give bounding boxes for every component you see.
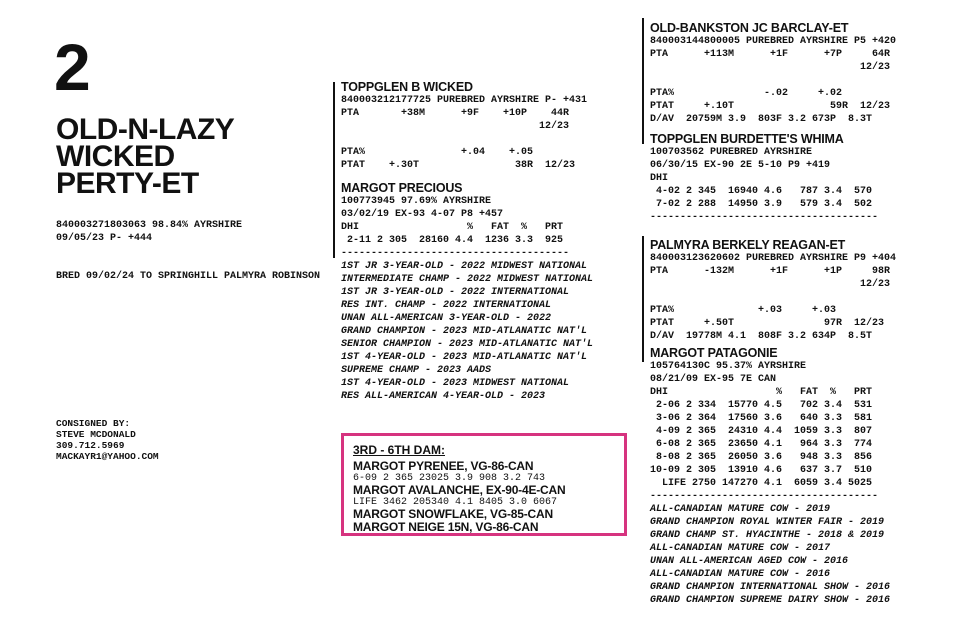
sire-block — [341, 80, 587, 172]
dam-award: 1ST JR 3-YEAR-OLD - 2022 INTERNATIONAL — [341, 287, 570, 298]
pedigree-line: DHI % FAT % PRT — [650, 387, 873, 398]
pedigree-line: 8-08 2 365 26050 3.6 948 3.3 856 — [650, 452, 873, 463]
deep-dams-heading: 3RD - 6TH DAM: — [353, 443, 445, 457]
deep-dam-name: MARGOT AVALANCHE, EX-90-4E-CAN — [353, 483, 566, 497]
dam-award: SUPREME CHAMP - 2023 AADS — [341, 365, 492, 376]
dam-award: RES ALL-AMERICAN 4-YEAR-OLD - 2023 — [341, 391, 546, 402]
dam-of-dam-award: ALL-CANADIAN MATURE COW - 2017 — [650, 543, 831, 554]
dam-award: GRAND CHAMPION - 2023 MID-ATLANATIC NAT'L — [341, 326, 588, 337]
dam-of-dam-award: GRAND CHAMP ST. HYACINTHE - 2018 & 2019 — [650, 530, 885, 541]
pedigree-line: DHI — [650, 173, 669, 184]
lot-number: 2 — [54, 30, 91, 104]
dam-name: MARGOT PRECIOUS — [341, 181, 463, 195]
pedigree-line: PTA% +.03 +.03 — [650, 305, 837, 316]
dam-award: INTERMEDIATE CHAMP - 2022 MIDWEST NATIONAL — [341, 274, 594, 285]
sire-line: PTA% +.04 +.05 — [341, 147, 534, 158]
pedigree-line: 06/30/15 EX-90 2E 5-10 P9 +419 — [650, 160, 831, 171]
pedigree-line: 10-09 2 305 13910 4.6 637 3.7 510 — [650, 465, 873, 476]
pedigree-line: 4-09 2 365 24310 4.4 1059 3.3 807 — [650, 426, 873, 437]
registration-line: 09/05/23 P- +444 — [56, 233, 153, 244]
registration-line: 840003271803063 98.84% AYRSHIRE — [56, 220, 243, 231]
pedigree-line: PTAT +.50T 97R 12/23 — [650, 318, 885, 329]
sire-of-sire-block — [650, 21, 896, 126]
pedigree-line: PTAT +.10T 59R 12/23 — [650, 101, 891, 112]
dam-line: 2-11 2 305 28160 4.4 1236 3.3 925 — [341, 235, 564, 246]
dam-bracket-line — [333, 181, 335, 258]
pedigree-line — [650, 291, 896, 304]
animal-name — [56, 113, 306, 200]
animal-registration — [56, 219, 242, 245]
deep-dam-name: MARGOT PYRENEE, VG-86-CAN — [353, 459, 534, 473]
sire-line — [341, 133, 587, 146]
consigner-email: MACKAYR1@YAHOO.COM — [56, 451, 159, 462]
dam-award: 1ST 4-YEAR-OLD - 2023 MID-ATLANATIC NAT'L — [341, 352, 588, 363]
dam-of-dam-award: ALL-CANADIAN MATURE COW - 2019 — [650, 504, 831, 515]
pedigree-line — [650, 74, 896, 87]
deep-dam-name: MARGOT SNOWFLAKE, VG-85-CAN — [353, 507, 553, 521]
sire-of-sire-name: OLD-BANKSTON JC BARCLAY-ET — [650, 21, 849, 35]
dam-award: 1ST 4-YEAR-OLD - 2023 MIDWEST NATIONAL — [341, 378, 570, 389]
pedigree-line: 840003123620602 PUREBRED AYRSHIRE P9 +404 — [650, 253, 897, 264]
pedigree-line: PTA% -.02 +.02 — [650, 88, 843, 99]
dam-of-dam-name: MARGOT PATAGONIE — [650, 346, 778, 360]
dam-line: 03/02/19 EX-93 4-07 P8 +457 — [341, 209, 504, 220]
bred-info: BRED 09/02/24 TO SPRINGHILL PALMYRA ROBINSON — [56, 271, 321, 282]
pedigree-line: 105764130C 95.37% AYRSHIRE — [650, 361, 807, 372]
animal-name-line: PERTY-ET — [56, 167, 199, 200]
consigner-line: STEVE MCDONALD — [56, 429, 136, 440]
sire-bracket-line — [333, 82, 335, 190]
pedigree-line: 08/21/09 EX-95 7E CAN — [650, 374, 777, 385]
pedigree-line: PTA +113M +1F +7P 64R — [650, 49, 891, 60]
dam-award: SENIOR CHAMPION - 2023 MID-ATLANATIC NAT'L — [341, 339, 594, 350]
dam-of-dam-block — [650, 346, 890, 607]
pedigree-line: 100703562 PUREBRED AYRSHIRE — [650, 147, 813, 158]
dam-award: 1ST JR 3-YEAR-OLD - 2022 MIDWEST NATIONAL — [341, 261, 588, 272]
dam-line: DHI % FAT % PRT — [341, 222, 564, 233]
pedigree-line: 3-06 2 364 17560 3.6 640 3.3 581 — [650, 413, 873, 424]
deep-dam-record: LIFE 3462 205340 4.1 8405 3.0 6067 — [353, 497, 558, 508]
dam-of-sire-block — [650, 132, 878, 224]
sire-of-dam-name: PALMYRA BERKELY REAGAN-ET — [650, 238, 846, 252]
pedigree-line: 840003144800005 PUREBRED AYRSHIRE P5 +420 — [650, 36, 897, 47]
pedigree-line: D/AV 20759M 3.9 803F 3.2 673P 8.3T — [650, 114, 873, 125]
dam-block — [341, 181, 593, 403]
sire-line: 12/23 — [341, 121, 570, 132]
consigner-phone: 309.712.5969 — [56, 440, 125, 451]
sire-line: 840003212177725 PUREBRED AYRSHIRE P- +431 — [341, 95, 588, 106]
pedigree-line: 7-02 2 288 14950 3.9 579 3.4 502 — [650, 199, 873, 210]
consigner-line: CONSIGNED BY: — [56, 418, 131, 429]
sire-name: TOPPGLEN B WICKED — [341, 80, 473, 94]
dam-of-dam-award: GRAND CHAMPION ROYAL WINTER FAIR - 2019 — [650, 517, 885, 528]
animal-name-line: WICKED — [56, 140, 175, 173]
dam-award: UNAN ALL-AMERICAN 3-YEAR-OLD - 2022 — [341, 313, 552, 324]
pedigree-line: 4-02 2 345 16940 4.6 787 3.4 570 — [650, 186, 873, 197]
dam-award: RES INT. CHAMP - 2022 INTERNATIONAL — [341, 300, 552, 311]
pedigree-line: -------------------------------------- — [650, 212, 879, 223]
pedigree-line: LIFE 2750 147270 4.1 6059 3.4 5025 — [650, 478, 873, 489]
pedigree-line: 2-06 2 334 15770 4.5 702 3.4 531 — [650, 400, 873, 411]
animal-name-line: OLD-N-LAZY — [56, 113, 235, 146]
pedigree-line: 12/23 — [650, 62, 891, 73]
dam-of-dam-award: UNAN ALL-AMERICAN AGED COW - 2016 — [650, 556, 849, 567]
dam-line: -------------------------------------- — [341, 248, 570, 259]
deep-dam-record: 6-09 2 365 23025 3.9 908 3.2 743 — [353, 473, 546, 484]
dam-of-sire-name: TOPPGLEN BURDETTE'S WHIMA — [650, 132, 844, 146]
dam-of-dam-award: GRAND CHAMPION SUPREME DAIRY SHOW - 2016 — [650, 595, 891, 606]
pedigree-line: 12/23 — [650, 279, 891, 290]
pedigree-line: -------------------------------------- — [650, 491, 879, 502]
deep-dam-name: MARGOT NEIGE 15N, VG-86-CAN — [353, 520, 539, 534]
pedigree-line: PTA -132M +1F +1P 98R — [650, 266, 891, 277]
sire-line: PTAT +.30T 38R 12/23 — [341, 160, 576, 171]
deep-dams-box — [341, 433, 627, 536]
sire-of-sire-bracket-line — [642, 18, 644, 144]
dam-of-dam-award: ALL-CANADIAN MATURE COW - 2016 — [650, 569, 831, 580]
dam-of-dam-award: GRAND CHAMPION INTERNATIONAL SHOW - 2016 — [650, 582, 891, 593]
dam-line: 100773945 97.69% AYRSHIRE — [341, 196, 492, 207]
sire-of-dam-bracket-line — [642, 236, 644, 362]
consigner-info — [56, 418, 159, 462]
sire-line: PTA +38M +9F +10P 44R — [341, 108, 570, 119]
pedigree-line: 6-08 2 365 23650 4.1 964 3.3 774 — [650, 439, 873, 450]
pedigree-line: D/AV 19778M 4.1 808F 3.2 634P 8.5T — [650, 331, 873, 342]
sire-of-dam-block — [650, 238, 896, 343]
